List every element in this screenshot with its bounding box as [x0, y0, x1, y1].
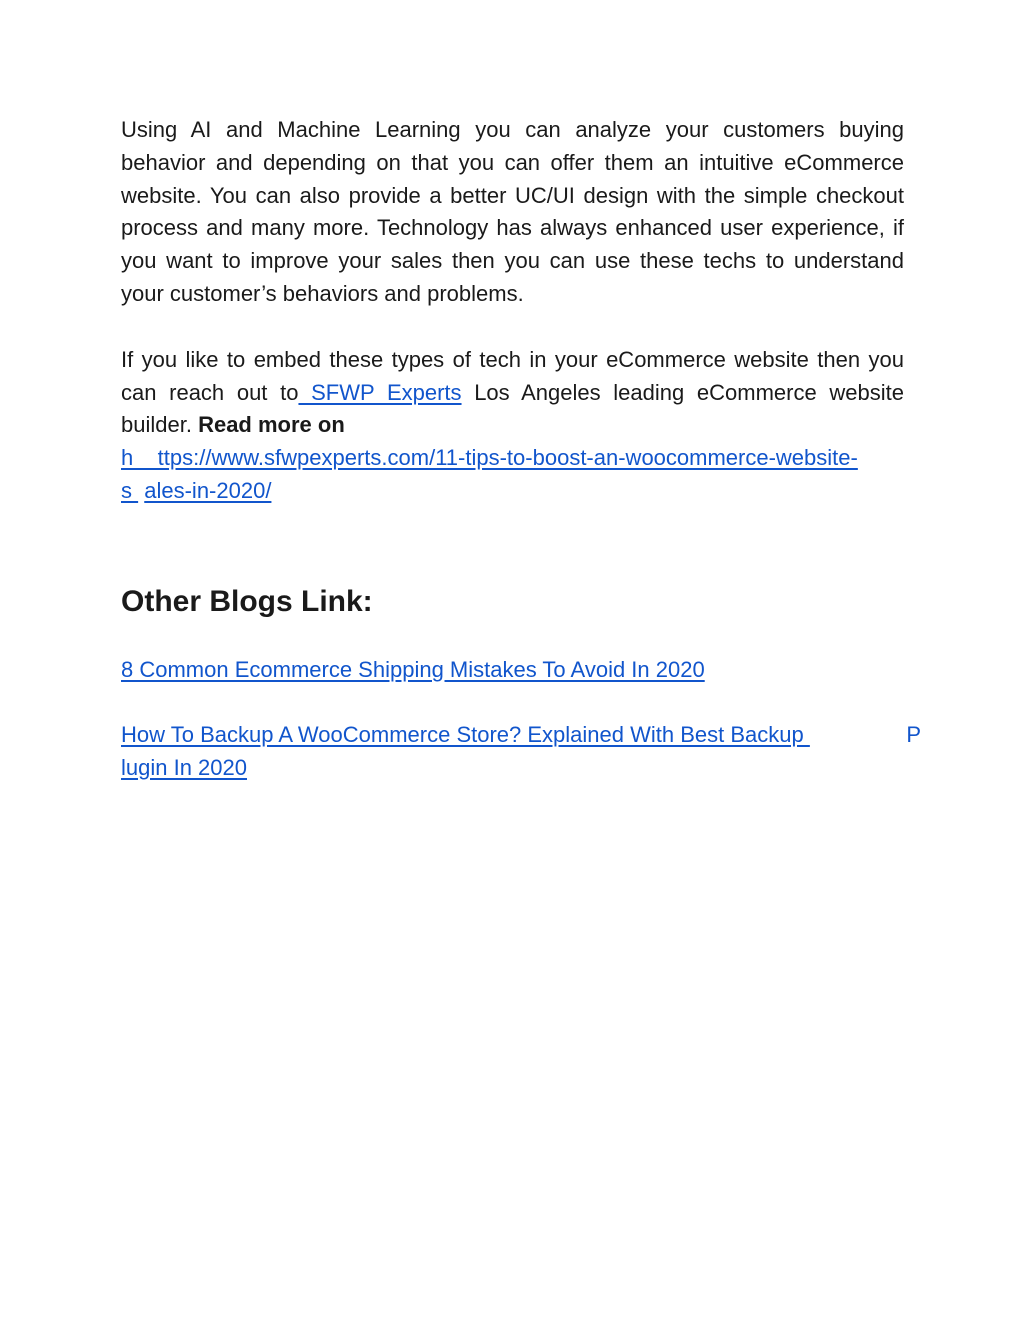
blog-link-backup-woocommerce-tail[interactable]: P [906, 722, 921, 747]
sfwp-experts-link[interactable]: SFWP Experts [298, 379, 462, 405]
other-blogs-heading: Other Blogs Link: [121, 585, 373, 618]
paragraph-ai-ml: Using AI and Machine Learning you can analyze your customers buying behavior and depending on that you can offer them an intuitive eCommerce website. You can also provide a better UC/UI design with the simple checkout process and many more. Technology has always enhanced user experience, if you want to improve your sales then you can use these techs to understand your customer’s behaviors and problems. [121, 117, 904, 306]
read-more-url-link[interactable]: h ttps://www.sfwpexperts.com/11-tips-to-boost-an-woocommerce-website- [121, 445, 858, 471]
paragraph-embed-tech [121, 344, 904, 508]
read-more-label: Read more on [198, 412, 345, 438]
blog-link-backup-woocommerce[interactable]: How To Backup A WooCommerce Store? Explained With Best Backup [121, 722, 810, 747]
blog-link-backup-woocommerce-line-2[interactable]: lugin In 2020 [121, 754, 247, 780]
blog-link-item [121, 654, 705, 687]
blog-link-shipping-mistakes[interactable]: 8 Common Ecommerce Shipping Mistakes To Avoid In 2020 [121, 657, 705, 682]
paragraph-embed-tech-tail: Los Angeles leading eCommerce website builder. [121, 379, 904, 438]
read-more-url-link-tail[interactable]: ales-in-2020/ [144, 477, 272, 503]
read-more-url-link-part[interactable]: s [121, 477, 139, 503]
blog-link-item [121, 719, 921, 785]
paragraph-embed-tech-text: If you like to embed these types of tech in your eCommerce website then you can reach out to [121, 346, 904, 405]
document-page [121, 114, 921, 780]
